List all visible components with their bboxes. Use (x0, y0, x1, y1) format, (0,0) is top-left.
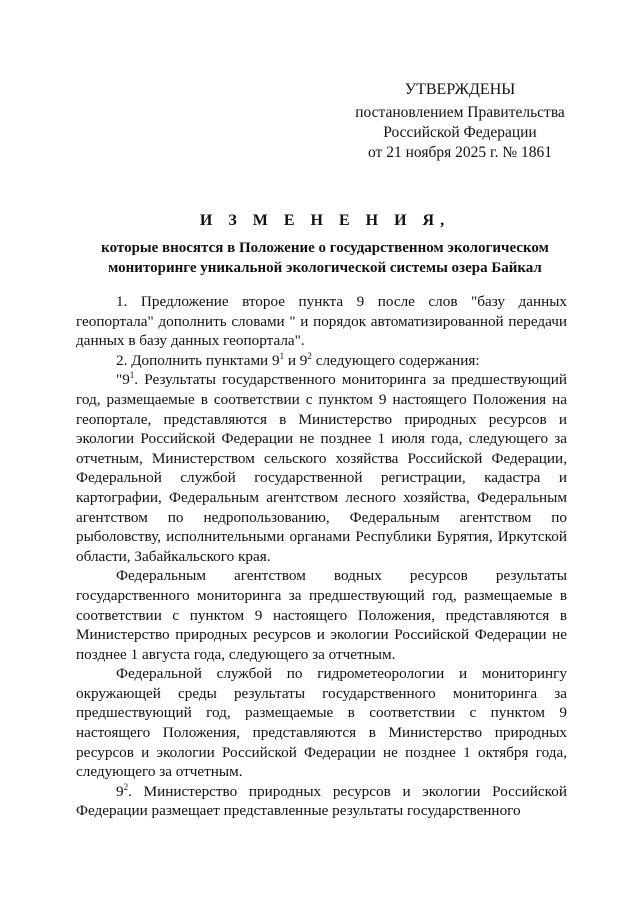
superscript: 2 (123, 781, 129, 792)
paragraph-3-text: . Результаты государственного мониторинга за предшествующий год, размещаемые в соответствии с пунктом 9 настоящего Положения на геопортале, представляются в Министерство природных ресурсов и экологии Российской Федерации не позднее 1 июля года, следующего за отчетным, Министерством сельского хозяйства Российской Федерации, Федеральной службой государственной регистрации, кадастра и картографии, Федеральным агентством лесного хозяйства, Федеральным агентством по недропользованию, Федеральным агентством по рыболовству, исполнительными органами Республики Бурятия, Иркутской области, Забайкальского края. (76, 371, 567, 565)
paragraph-6-text: . Министерство природных ресурсов и экологии Российской Федерации размещает представленные результаты государственного (76, 782, 567, 820)
paragraph-6 (76, 782, 567, 821)
paragraph-2-part: следующего содержания: (311, 351, 480, 369)
document-heading (60, 212, 590, 278)
document-title: И З М Е Н Е Н И Я, (199, 212, 451, 229)
paragraph-1: 1. Предложение второе пункта 9 после слов "базу данных геопортала" дополнить словами " и порядок автоматизированной передачи данных в базу данных геопортала". (76, 293, 567, 350)
superscript: 1 (279, 350, 285, 361)
paragraph-6-prefix: 9 (116, 782, 124, 800)
paragraph-2-part: 2. Дополнить пунктами 9 (116, 351, 280, 369)
paragraph-4: Федеральным агентством водных ресурсов результаты государственного мониторинга за предшествующий год, размещаемые в соответствии с пунктом 9 настоящего Положения, представляются в Министерство природных ресурсов и экологии Российской Федерации не позднее 1 августа года, следующего за отчетным. (76, 567, 567, 663)
paragraph-3-prefix: "9 (116, 371, 130, 389)
paragraph-2 (76, 351, 567, 371)
superscript: 2 (307, 350, 312, 361)
approval-line: Российской Федерации (383, 124, 537, 141)
document-subtitle (60, 238, 590, 278)
approval-title: УТВЕРЖДЕНЫ (404, 81, 516, 98)
paragraph-5: Федеральной службой по гидрометеорологии и мониторингу окружающей среды результаты государственного мониторинга за предшествующий год, размещаемые в соответствии с пунктом 9 настоящего Положения, представляются в Министерство природных ресурсов и экологии Российской Федерации не позднее 1 октября года, следующего за отчетным. (76, 665, 567, 781)
paragraph-2-part: и 9 (284, 351, 308, 369)
paragraph-3 (76, 370, 567, 566)
subtitle-line: которые вносятся в Положение о государственном экологическом (101, 240, 549, 256)
subtitle-line: мониторинге уникальной экологической системы озера Байкал (108, 260, 542, 276)
superscript: 1 (129, 370, 135, 381)
approval-line: от 21 ноября 2025 г. № 1861 (368, 144, 552, 161)
approval-stamp (340, 80, 580, 163)
document-body (76, 292, 567, 821)
approval-line: постановлением Правительства (355, 104, 565, 121)
